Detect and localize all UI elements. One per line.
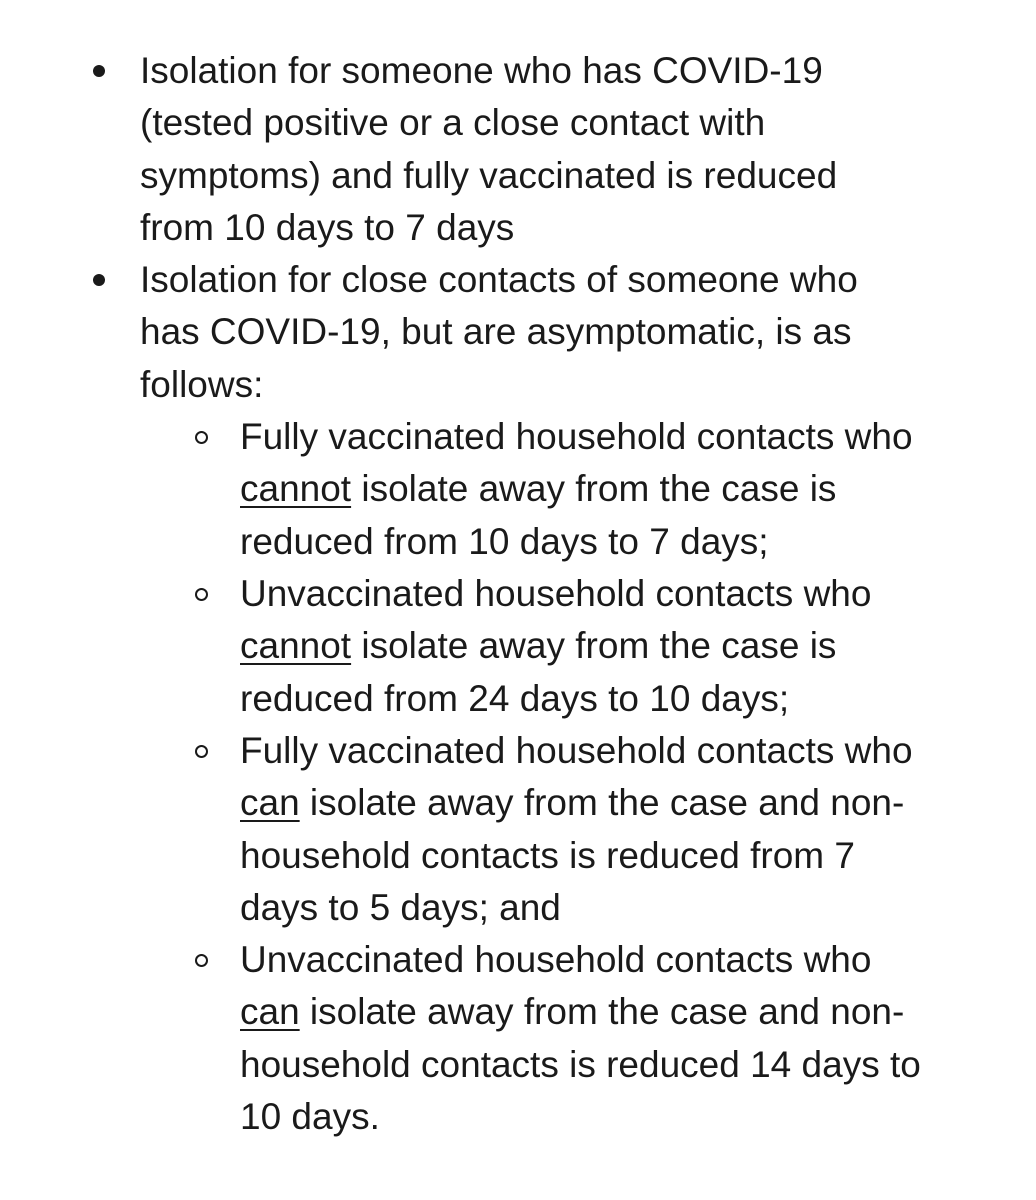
sub-list-item-text: Unvaccinated household contacts who: [240, 939, 872, 980]
sub-bullet-icon: [195, 954, 208, 967]
underlined-word: cannot: [240, 625, 352, 667]
list-item-text: follows:: [140, 363, 264, 405]
sub-list-item: [240, 568, 1020, 725]
sub-bullet-icon: [195, 588, 208, 601]
sub-list-item: [240, 725, 1020, 934]
sub-list-item-text: household contacts is reduced 14 days to: [240, 1043, 921, 1085]
sub-bullet-icon: [195, 745, 208, 758]
list-item-text: (tested positive or a close contact with: [140, 102, 766, 144]
sub-list-item-text: reduced from 24 days to 10 days;: [240, 677, 790, 719]
sub-list-item: [240, 411, 1020, 568]
sub-list-item-text: days to 5 days; and: [240, 886, 561, 928]
sub-list-item-text-rest: isolate away from the case is: [351, 468, 837, 510]
list-item-text: from 10 days to 7 days: [140, 206, 515, 248]
sub-list-item-text-rest: isolate away from the case and non-: [299, 782, 905, 824]
sub-bullet-icon: [195, 431, 208, 444]
bullet-icon: [93, 65, 105, 77]
list-item: [140, 45, 1000, 254]
underlined-word: can: [240, 782, 300, 824]
list-item-text: Isolation for close contacts of someone who: [140, 259, 858, 300]
sub-list-item-text: [240, 777, 1020, 829]
sub-list-item-text: [240, 620, 1020, 672]
sub-list-item-text-rest: isolate away from the case and non-: [299, 991, 905, 1033]
sub-list-item-text: [240, 986, 1020, 1038]
list-item-text: Isolation for someone who has COVID-19: [140, 50, 823, 91]
list-item: [140, 254, 1000, 411]
sub-list-item-text: Fully vaccinated household contacts who: [240, 416, 913, 457]
bullet-icon: [93, 274, 105, 286]
sub-list-item: [240, 934, 1020, 1143]
sub-list-item-text: reduced from 10 days to 7 days;: [240, 520, 769, 562]
sub-list-item-text: Unvaccinated household contacts who: [240, 573, 872, 614]
underlined-word: can: [240, 991, 300, 1033]
sub-list-item-text: Fully vaccinated household contacts who: [240, 730, 913, 771]
sub-list-item-text: [240, 463, 1020, 515]
sub-list-item-text-rest: isolate away from the case is: [351, 625, 837, 667]
underlined-word: cannot: [240, 468, 352, 510]
list-item-text: has COVID-19, but are asymptomatic, is as: [140, 311, 852, 353]
list-item-text: symptoms) and fully vaccinated is reduced: [140, 154, 838, 196]
sub-list-item-text: household contacts is reduced from 7: [240, 834, 855, 876]
sub-list-item-text: 10 days.: [240, 1095, 380, 1137]
